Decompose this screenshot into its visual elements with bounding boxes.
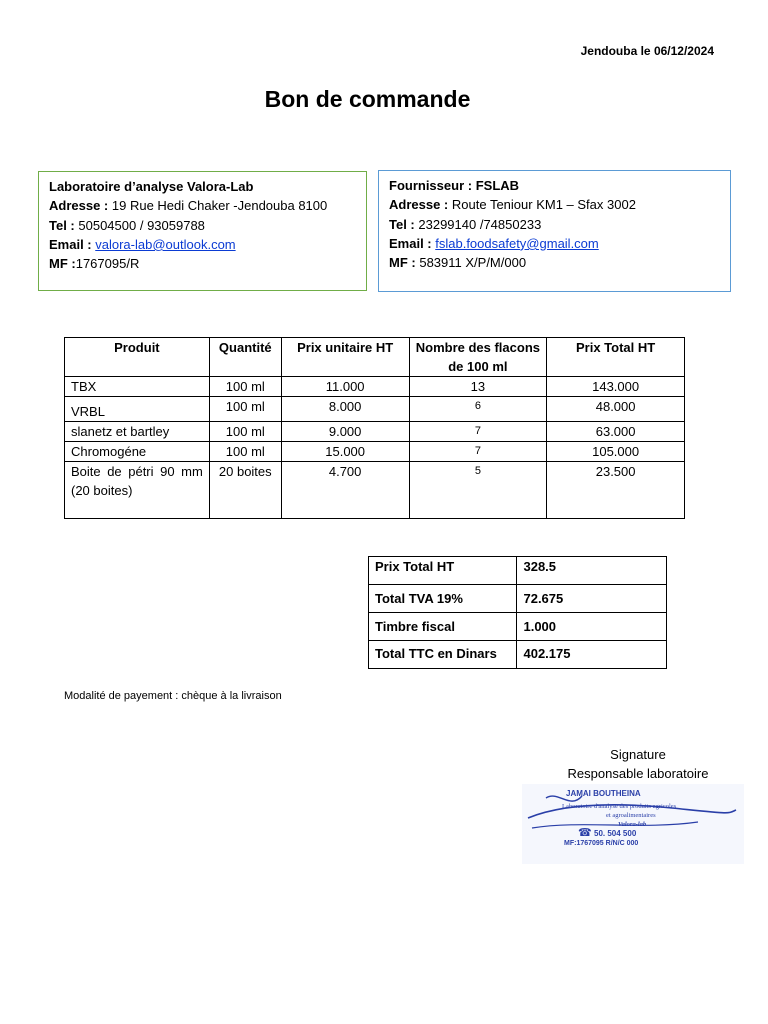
col-header-product: Produit bbox=[65, 338, 210, 377]
cell-total: 23.500 bbox=[547, 462, 685, 519]
cell-flacons: 13 bbox=[409, 377, 547, 397]
table-row bbox=[65, 397, 685, 422]
stamp-line1: Laboratoire d'analyse des produits agricoles bbox=[562, 803, 677, 810]
table-row bbox=[65, 422, 685, 442]
lab-mf: MF :1767095/R bbox=[49, 256, 140, 272]
stamp-tel: 50. 504 500 bbox=[594, 829, 637, 838]
col-header-flacons: Nombre des flacons de 100 ml bbox=[409, 338, 547, 377]
col-header-quantity: Quantité bbox=[209, 338, 281, 377]
fiscal-stamp-value: 1.000 bbox=[517, 613, 667, 641]
phone-icon: ☎ bbox=[578, 827, 592, 839]
signature-stamp bbox=[522, 784, 744, 864]
cell-quantity: 100 ml bbox=[209, 397, 281, 422]
lab-address: Adresse : 19 Rue Hedi Chaker -Jendouba 8100 bbox=[49, 198, 328, 214]
cell-product: Chromogéne bbox=[65, 442, 210, 462]
cell-quantity: 100 ml bbox=[209, 442, 281, 462]
payment-terms: Modalité de payement : chèque à la livraison bbox=[64, 690, 282, 702]
table-row bbox=[65, 462, 685, 519]
totals-row bbox=[369, 613, 667, 641]
cell-unit-price: 11.000 bbox=[281, 377, 409, 397]
cell-unit-price: 9.000 bbox=[281, 422, 409, 442]
cell-total: 48.000 bbox=[547, 397, 685, 422]
supplier-address: Adresse : Route Teniour KM1 – Sfax 3002 bbox=[389, 197, 636, 213]
stamp-line3: Valora-lab bbox=[618, 821, 647, 828]
cell-flacons: 7 bbox=[409, 422, 547, 442]
table-row bbox=[65, 377, 685, 397]
total-ttc-label: Total TTC en Dinars bbox=[369, 641, 517, 669]
lab-email-link[interactable]: valora-lab@outlook.com bbox=[95, 236, 236, 252]
cell-quantity: 100 ml bbox=[209, 377, 281, 397]
cell-total: 105.000 bbox=[547, 442, 685, 462]
page-title: Bon de commande bbox=[264, 86, 471, 112]
fiscal-stamp-label: Timbre fiscal bbox=[369, 613, 517, 641]
table-row bbox=[65, 442, 685, 462]
total-tva-label: Total TVA 19% bbox=[369, 585, 517, 613]
supplier-mf: MF : 583911 X/P/M/000 bbox=[389, 255, 527, 271]
cell-unit-price: 8.000 bbox=[281, 397, 409, 422]
total-ht-value: 328.5 bbox=[517, 557, 667, 585]
totals-row bbox=[369, 585, 667, 613]
lab-email: Email : valora-lab@outlook.com bbox=[49, 236, 236, 252]
signature-role: Responsable laboratoire bbox=[567, 766, 709, 781]
total-ht-label: Prix Total HT bbox=[369, 557, 517, 585]
cell-product: slanetz et bartley bbox=[65, 422, 210, 442]
stamp-line2: et agroalimentaires bbox=[606, 812, 656, 819]
lab-name: Laboratoire d’analyse Valora-Lab bbox=[49, 179, 254, 194]
lab-tel: Tel : 50504500 / 93059788 bbox=[49, 217, 205, 233]
signature-label: Signature bbox=[610, 747, 666, 762]
supplier-info-box bbox=[378, 170, 731, 292]
cell-quantity: 20 boites bbox=[209, 462, 281, 519]
cell-unit-price: 15.000 bbox=[281, 442, 409, 462]
supplier-name: Fournisseur : FSLAB bbox=[389, 178, 520, 193]
cell-total: 143.000 bbox=[547, 377, 685, 397]
total-tva-value: 72.675 bbox=[517, 585, 667, 613]
totals-row bbox=[369, 557, 667, 585]
cell-product: TBX bbox=[65, 377, 210, 397]
cell-unit-price: 4.700 bbox=[281, 462, 409, 519]
cell-quantity: 100 ml bbox=[209, 422, 281, 442]
cell-total: 63.000 bbox=[547, 422, 685, 442]
document-date: Jendouba le 06/12/2024 bbox=[580, 44, 714, 58]
supplier-email: Email : fslab.foodsafety@gmail.com bbox=[389, 235, 599, 251]
stamp-name: JAMAI BOUTHEINA bbox=[566, 789, 641, 798]
products-table bbox=[64, 337, 685, 519]
col-header-unit-price: Prix unitaire HT bbox=[281, 338, 409, 377]
cell-product: Boite de pétri 90 mm (20 boites) bbox=[65, 462, 210, 519]
signature-block bbox=[548, 745, 728, 783]
cell-product: VRBL bbox=[65, 397, 210, 422]
supplier-email-link[interactable]: fslab.foodsafety@gmail.com bbox=[435, 235, 599, 251]
totals-table bbox=[368, 556, 667, 669]
cell-flacons: 7 bbox=[409, 442, 547, 462]
totals-row bbox=[369, 641, 667, 669]
total-ttc-value: 402.175 bbox=[517, 641, 667, 669]
supplier-tel: Tel : 23299140 /74850233 bbox=[389, 216, 542, 232]
cell-flacons: 6 bbox=[409, 397, 547, 422]
col-header-total-price: Prix Total HT bbox=[547, 338, 685, 377]
stamp-mf: MF:1767095 R/N/C 000 bbox=[564, 840, 639, 847]
cell-flacons: 5 bbox=[409, 462, 547, 519]
laboratory-info-box bbox=[38, 171, 367, 291]
